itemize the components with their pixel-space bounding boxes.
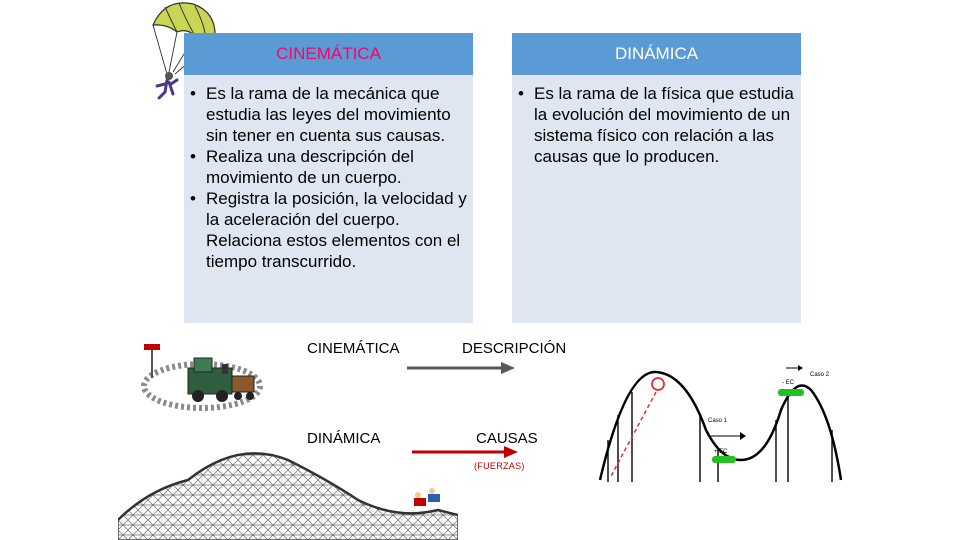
gray-arrow bbox=[405, 360, 517, 376]
diagram-dynamics-label: DINÁMICA bbox=[307, 430, 381, 447]
plus-ec-label: + EC bbox=[714, 449, 728, 455]
roller-coaster-illustration bbox=[118, 440, 458, 540]
kinematics-bullet-3: • Registra la posición, la velocidad y la aceleración del cuerpo. Relaciona estos elementos con el tiempo transcurrido. bbox=[184, 188, 473, 272]
diagram-causes-label: CAUSAS bbox=[476, 430, 538, 447]
kinematics-card bbox=[184, 75, 473, 323]
case2-label: Caso 2 bbox=[810, 372, 830, 378]
dynamics-bullet-1: • Es la rama de la física que estudia la evolución del movimiento de un sistema físico con relación a las causas que lo producen. bbox=[512, 83, 801, 167]
diagram-kinematics-label: CINEMÁTICA bbox=[307, 340, 400, 357]
kinematics-title: CINEMÁTICA bbox=[184, 33, 473, 75]
dynamics-title: DINÁMICA bbox=[512, 33, 801, 75]
diagram-description-label: DESCRIPCIÓN bbox=[462, 340, 567, 357]
energy-coaster-diagram bbox=[596, 360, 846, 485]
case1-label: Caso 1 bbox=[708, 418, 728, 424]
diagram-forces-note: (FUERZAS) bbox=[474, 461, 525, 471]
kinematics-bullet-1: • Es la rama de la mecánica que estudia las leyes del movimiento sin tener en cuenta sus causas. bbox=[184, 83, 473, 146]
minus-ec-label: - EC bbox=[782, 380, 794, 386]
toy-train-illustration bbox=[130, 338, 265, 418]
kinematics-bullet-2: • Realiza una descripción del movimiento de un cuerpo. bbox=[184, 146, 473, 188]
dynamics-card bbox=[512, 75, 801, 323]
